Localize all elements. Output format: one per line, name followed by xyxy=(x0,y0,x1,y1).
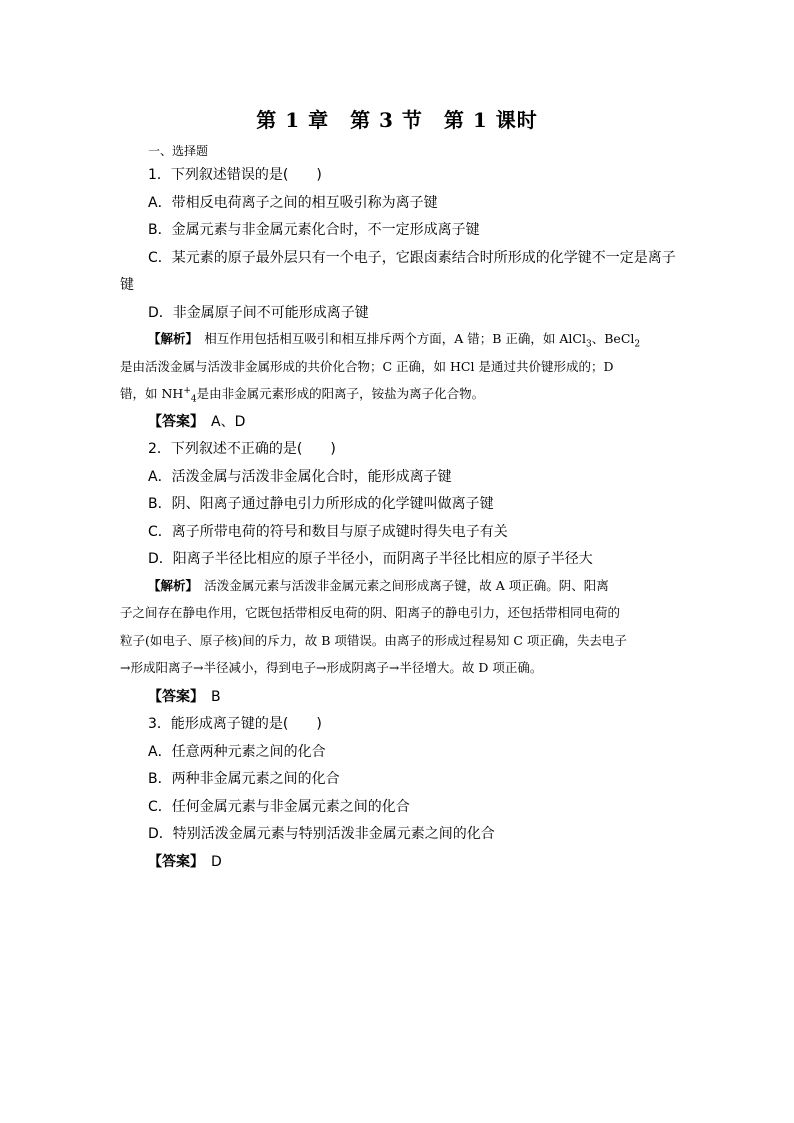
q2-analysis-line4: →形成阳离子→半径减小，得到电子→形成阴离子→半径增大。故 D 项正确。 xyxy=(120,660,543,675)
q1-stem: 1．下列叙述错误的是( ) xyxy=(148,167,322,183)
q2-answer-tag: 【答案】 xyxy=(148,689,197,705)
section-heading: 一、选择题 xyxy=(148,144,209,158)
q3-option-a: A．任意两种元素之间的化合 xyxy=(148,744,326,760)
q2-analysis-tag: 【解析】 xyxy=(148,578,192,593)
q1-sub-3: 3 xyxy=(586,339,592,350)
q1-answer xyxy=(148,411,245,431)
q1-sub-4: 4 xyxy=(190,394,197,405)
q1-option-a: A．带相反电荷离子之间的相互吸引称为离子键 xyxy=(148,195,438,211)
q1-analysis-text-3b: 是由非金属元素形成的阳离子，铵盐为离子化合物。 xyxy=(196,386,485,401)
q2-option-c: C．离子所带电荷的符号和数目与原子成键时得失电子有关 xyxy=(148,524,508,540)
q2-option-d: D．阳离子半径比相应的原子半径小，而阴离子半径比相应的原子半径大 xyxy=(148,551,593,567)
q1-option-d: D．非金属原子间不可能形成离子键 xyxy=(148,305,369,321)
q2-analysis-line3: 粒子(如电子、原子核)间的斥力，故 B 项错误。由离子的形成过程易知 C 项正确，失去电子 xyxy=(120,633,627,648)
q1-analysis-tag: 【解析】 xyxy=(148,331,192,346)
q1-analysis-text-1b: 、BeCl xyxy=(591,331,635,346)
q1-sup-plus: + xyxy=(183,385,191,396)
q2-option-b: B．阴、阳离子通过静电引力所形成的化学键叫做离子键 xyxy=(148,496,494,512)
q3-answer-tag: 【答案】 xyxy=(148,854,197,870)
q3-option-c: C．任何金属元素与非金属元素之间的化合 xyxy=(148,799,410,815)
q1-analysis-line1 xyxy=(148,329,640,350)
q2-stem: 2．下列叙述不正确的是( ) xyxy=(148,441,336,457)
q3-answer xyxy=(148,851,222,871)
q1-option-c-wrap: 键 xyxy=(120,277,134,293)
q1-option-b: B．金属元素与非金属元素化合时，不一定形成离子键 xyxy=(148,222,480,238)
q3-option-b: B．两种非金属元素之间的化合 xyxy=(148,771,340,787)
q1-analysis-text-1a: 相互作用包括相互吸引和相互排斥两个方面，A 错；B 正确，如 AlCl xyxy=(191,331,586,346)
q2-answer xyxy=(148,686,221,706)
q3-answer-value: D xyxy=(197,854,222,870)
q2-analysis-text-1: 活泼金属元素与活泼非金属元素之间形成离子键，故 A 项正确。阴、阳离 xyxy=(191,578,609,593)
q2-option-a: A．活泼金属与活泼非金属化合时，能形成离子键 xyxy=(148,469,452,485)
q2-answer-value: B xyxy=(197,689,221,705)
q2-analysis-line2: 子之间存在静电作用，它既包括带相反电荷的阴、阳离子的静电引力，还包括带相同电荷的 xyxy=(120,605,621,620)
q1-answer-tag: 【答案】 xyxy=(148,414,197,430)
q3-stem: 3．能形成离子键的是( ) xyxy=(148,716,322,732)
q1-analysis-line2: 是由活泼金属与活泼非金属形成的共价化合物；C 正确，如 HCl 是通过共价键形成的；D xyxy=(120,359,614,374)
q2-analysis-line1 xyxy=(148,576,609,594)
q1-answer-value: A、D xyxy=(197,414,246,430)
q1-sub-2: 2 xyxy=(634,339,641,350)
q1-analysis-text-3a: 错，如 NH xyxy=(120,386,184,401)
q3-option-d: D．特别活泼金属元素与特别活泼非金属元素之间的化合 xyxy=(148,826,495,842)
q1-analysis-line3 xyxy=(120,384,484,405)
q1-option-c: C．某元素的原子最外层只有一个电子，它跟卤素结合时所形成的化学键不一定是离子 xyxy=(148,250,676,266)
page-title: 第 1 章 第 3 节 第 1 课时 xyxy=(256,108,538,132)
